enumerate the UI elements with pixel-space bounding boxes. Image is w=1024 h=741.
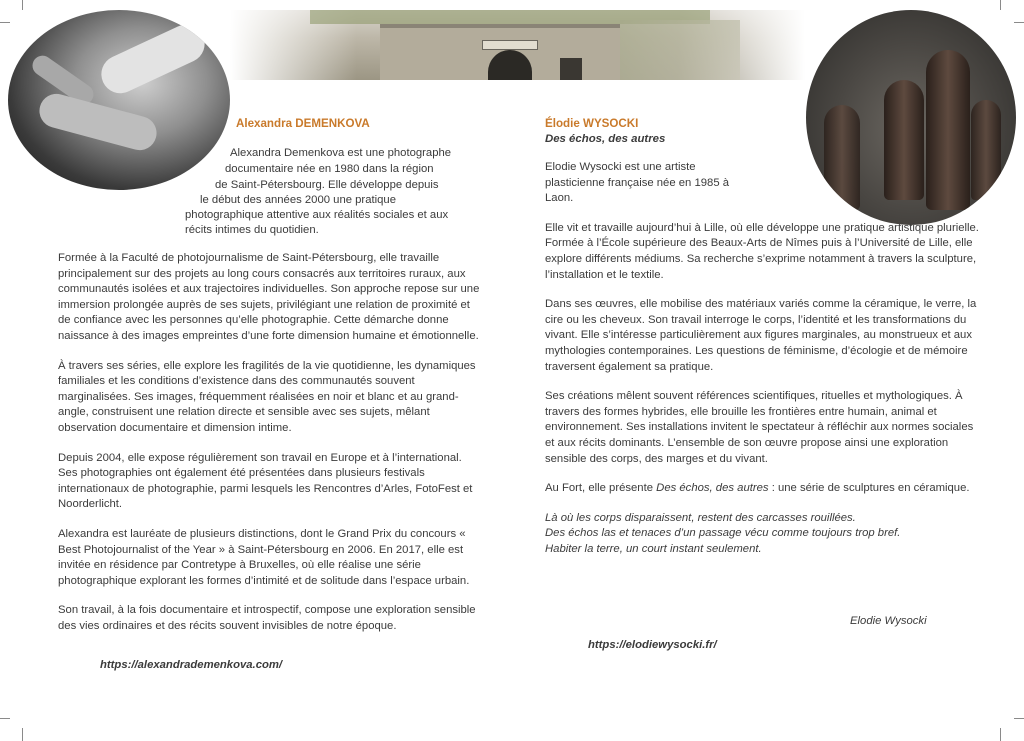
poem [545,511,985,558]
fort-text-before: Au Fort, elle présente [545,482,657,495]
crop-mark [1000,0,1001,10]
work-title: Des échos, des autres [545,133,666,145]
demenkova-website-link[interactable]: https://alexandrademenkova.com/ [100,659,283,671]
bio-paragraph: Elodie Wysocki est une artiste plasticienne française née en 1985 à Laon. [545,161,730,205]
fort-text-after: : une série de sculptures en céramique. [768,482,970,495]
fort-paragraph [545,481,985,497]
signature: Elodie Wysocki [850,615,927,627]
bio-paragraph: À travers ses séries, elle explore les fragilités de la vie quotidienne, les dynamiques familiales et les conditions d’existence dans des communautés souvent marginalisées. Ses images, fréquemment réalisées en noir et blanc et au grand-angle, construisent une relation directe et sensible avec ses sujets, mêlant observation documentaire et dimension intime. [58,359,476,434]
crop-mark [22,728,23,741]
crop-mark [1000,728,1001,741]
demenkova-bio [58,251,484,648]
bio-paragraph: Dans ses œuvres, elle mobilise des matériaux variés comme la céramique, le verre, la cire ou les cheveux. Son travail interroge le corps, l’identité et les transformations du vivant. Elle s’intéresse particulièrement aux figures marginales, au monstrueux et aux mythologies contemporaines. Les questions de féminisme, d’écologie et de mémoire traversent également sa pratique. [545,298,977,373]
intro-line: le début des années 2000 une pratique [200,194,396,206]
intro-line: documentaire née en 1980 dans la région [225,163,434,175]
poem-line: Habiter la terre, un court instant seulement. [545,542,762,555]
wysocki-website-link[interactable]: https://elodiewysocki.fr/ [588,639,717,651]
poem-line: Des échos las et tenaces d’un passage vécu comme toujours trop bref. [545,527,901,540]
intro-line: Alexandra Demenkova est une photographe [230,147,452,159]
crop-mark [22,0,23,10]
intro-line: de Saint-Pétersbourg. Elle développe depuis [215,179,439,191]
crop-mark [1014,718,1024,719]
bio-paragraph: Depuis 2004, elle expose régulièrement son travail en Europe et à l’international. Ses photographies ont également été présentées dans plusieurs festivals internationaux de photographie, parmi lesquels les Rencontres d’Arles, FotoFest et Noorderlicht. [58,451,473,511]
bio-paragraph: Son travail, à la fois documentaire et introspectif, compose une exploration sensible des vies ordinaires et des récits souvent invisibles de notre époque. [58,604,476,632]
wysocki-bio [545,160,985,571]
intro-line: récits intimes du quotidien. [185,224,319,236]
bio-paragraph: Formée à la Faculté de photojournalisme de Saint-Pétersbourg, elle travaille principalement sur des projets au long cours consacrés aux territoires ruraux, aux communautés isolées et aux trajectoires individuelles. Son approche repose sur une immersion prolongée auprès de ses sujets, privilégiant une relation de proximité et de confiance avec les personnes qu’elle photographie. Cette démarche donne naissance à des images empreintes d’une forte dimension humaine et émotionnelle. [58,252,480,342]
fort-banner-photo [230,10,805,80]
bio-paragraph: Elle vit et travaille aujourd’hui à Lille, où elle développe une pratique artistique plurielle. Formée à l’École supérieure des Beaux-Arts de Nîmes puis à l’Université de Lille, elle explore différents médiums. Sa recherche s’exprime notamment à travers la sculpture, l’installation et le textile. [545,221,979,281]
crop-mark [0,22,10,23]
bio-paragraph: Ses créations mêlent souvent références scientifiques, rituelles et mythologiques. À travers des formes hybrides, elle brouille les frontières entre humain, animal et environnement. Ses installations invitent le spectateur à réfléchir aux normes sociales et aux récits dominants. L’ensemble de son œuvre propose ainsi une exploration sensible des corps, des marges et du vivant. [545,390,974,465]
crop-mark [1014,22,1024,23]
bio-paragraph: Alexandra est lauréate de plusieurs distinctions, dont le Grand Prix du concours « Best Photojournalist of the Year » à Saint-Pétersbourg en 2006. En 2017, elle est invitée en résidence par Contretype à Bruxelles, où elle réalise une série photographique explorant les formes d’intimité et de solitude dans l’espace urbain. [58,527,470,587]
author-name-demenkova: Alexandra DEMENKOVA [236,117,370,130]
crop-mark [0,718,10,719]
author-name-wysocki: Élodie WYSOCKI [545,117,639,130]
fort-work-title: Des échos, des autres [656,482,769,495]
demenkova-photo [8,10,230,190]
intro-line: photographique attentive aux réalités sociales et aux [185,209,449,221]
poem-line: Là où les corps disparaissent, restent des carcasses rouillées. [545,511,856,524]
